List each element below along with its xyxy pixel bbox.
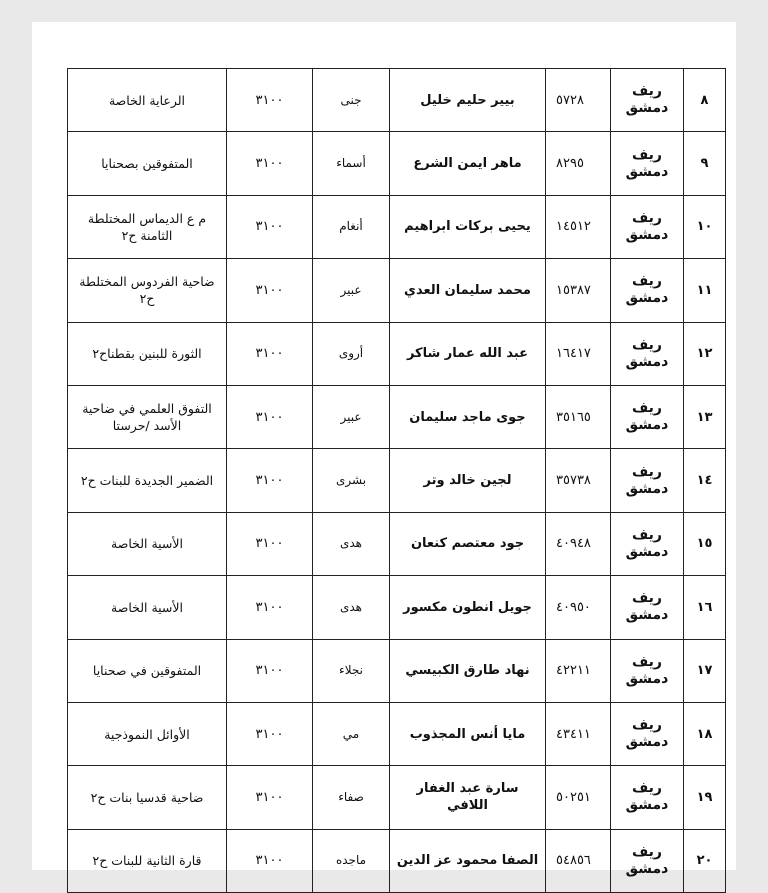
school-name-cell: التفوق العلمي في ضاحية الأسد /حرستا [68,385,227,448]
governorate-line-1: ريف [632,843,662,860]
row-number-cell: ١٣ [684,385,726,448]
governorate-cell [611,512,684,575]
teacher-name-cell: هدى [313,512,390,575]
school-name-cell: قارة الثانية للبنات ح٢ [68,829,227,892]
score-cell: ٣١٠٠ [227,576,313,639]
student-name-cell: نهاد طارق الكبيسي [390,639,546,702]
row-number-cell: ١٤ [684,449,726,512]
table-body [68,69,726,893]
governorate-cell [611,766,684,829]
row-number-cell: ٨ [684,69,726,132]
governorate-line-1: ريف [632,400,662,417]
score-cell: ٣١٠٠ [227,512,313,575]
table-row [68,829,726,892]
governorate-line-2: دمشق [625,860,669,877]
school-name-cell: م ع الديماس المختلطة الثامنة ح٢ [68,195,227,258]
table-row [68,449,726,512]
exam-code-cell: ١٦٤١٧ [546,322,611,385]
table-row [68,195,726,258]
governorate-line-2: دمشق [625,480,669,497]
governorate-line-1: ريف [632,463,662,480]
exam-code-cell: ١٥٣٨٧ [546,259,611,322]
governorate-line-1: ريف [632,717,662,734]
score-cell: ٣١٠٠ [227,829,313,892]
table-row [68,322,726,385]
governorate-line-2: دمشق [625,797,669,814]
row-number-cell: ١٥ [684,512,726,575]
row-number-cell: ١٨ [684,702,726,765]
governorate-line-1: ريف [632,209,662,226]
table-row [68,512,726,575]
table-row [68,259,726,322]
row-number-cell: ١٦ [684,576,726,639]
student-name-cell: ماهر ايمن الشرع [390,132,546,195]
school-name-cell: الأوائل النموذجية [68,702,227,765]
student-name-cell: سارة عبد الغفار اللافي [390,766,546,829]
row-number-cell: ١٠ [684,195,726,258]
student-name-cell: لجين خالد وتر [390,449,546,512]
table-row [68,639,726,702]
table-row [68,766,726,829]
results-table [67,68,726,893]
governorate-cell [611,702,684,765]
school-name-cell: الأسية الخاصة [68,512,227,575]
student-name-cell: يحيى بركات ابراهيم [390,195,546,258]
student-name-cell: بيير حليم خليل [390,69,546,132]
row-number-cell: ٢٠ [684,829,726,892]
governorate-line-2: دمشق [625,734,669,751]
governorate-cell [611,195,684,258]
governorate-line-2: دمشق [625,607,669,624]
student-name-cell: جود معتصم كنعان [390,512,546,575]
table-row [68,385,726,448]
governorate-line-2: دمشق [625,417,669,434]
exam-code-cell: ٥٤٨٥٦ [546,829,611,892]
exam-code-cell: ٤٣٤١١ [546,702,611,765]
teacher-name-cell: عبير [313,259,390,322]
score-cell: ٣١٠٠ [227,132,313,195]
exam-code-cell: ١٤٥١٢ [546,195,611,258]
document-page [32,22,736,877]
governorate-cell [611,829,684,892]
governorate-cell [611,385,684,448]
score-cell: ٣١٠٠ [227,449,313,512]
governorate-line-2: دمشق [625,353,669,370]
governorate-line-1: ريف [632,653,662,670]
governorate-line-2: دمشق [625,670,669,687]
teacher-name-cell: أنغام [313,195,390,258]
exam-code-cell: ٥٧٢٨ [546,69,611,132]
governorate-line-1: ريف [632,83,662,100]
student-name-cell: عبد الله عمار شاكر [390,322,546,385]
governorate-line-2: دمشق [625,163,669,180]
teacher-name-cell: جنى [313,69,390,132]
governorate-line-2: دمشق [625,226,669,243]
governorate-cell [611,322,684,385]
governorate-line-1: ريف [632,273,662,290]
table-row [68,69,726,132]
school-name-cell: الضمير الجديدة للبنات ح٢ [68,449,227,512]
governorate-line-1: ريف [632,526,662,543]
exam-code-cell: ٣٥٧٣٨ [546,449,611,512]
teacher-name-cell: أروى [313,322,390,385]
governorate-line-2: دمشق [625,290,669,307]
score-cell: ٣١٠٠ [227,702,313,765]
score-cell: ٣١٠٠ [227,639,313,702]
student-name-cell: جويل انطون مكسور [390,576,546,639]
teacher-name-cell: هدى [313,576,390,639]
exam-code-cell: ٤٠٩٤٨ [546,512,611,575]
student-name-cell: الصفا محمود عز الدين [390,829,546,892]
governorate-cell [611,639,684,702]
governorate-line-1: ريف [632,590,662,607]
exam-code-cell: ٣٥١٦٥ [546,385,611,448]
student-name-cell: محمد سليمان العدي [390,259,546,322]
row-number-cell: ١٢ [684,322,726,385]
governorate-cell [611,69,684,132]
school-name-cell: ضاحية الفردوس المختلطة ح٢ [68,259,227,322]
exam-code-cell: ٤٠٩٥٠ [546,576,611,639]
governorate-line-2: دمشق [625,100,669,117]
table-row [68,702,726,765]
governorate-cell [611,259,684,322]
teacher-name-cell: بشرى [313,449,390,512]
governorate-line-1: ريف [632,780,662,797]
school-name-cell: الثورة للبنين بقطناح٢ [68,322,227,385]
exam-code-cell: ٨٢٩٥ [546,132,611,195]
teacher-name-cell: نجلاء [313,639,390,702]
teacher-name-cell: عبير [313,385,390,448]
student-name-cell: جوى ماجد سليمان [390,385,546,448]
teacher-name-cell: صفاء [313,766,390,829]
school-name-cell: ضاحية قدسيا بنات ح٢ [68,766,227,829]
row-number-cell: ١٩ [684,766,726,829]
teacher-name-cell: أسماء [313,132,390,195]
governorate-cell [611,132,684,195]
teacher-name-cell: ماجده [313,829,390,892]
school-name-cell: الأسية الخاصة [68,576,227,639]
exam-code-cell: ٥٠٢٥١ [546,766,611,829]
school-name-cell: المتفوقين في صحنايا [68,639,227,702]
row-number-cell: ١٧ [684,639,726,702]
score-cell: ٣١٠٠ [227,385,313,448]
school-name-cell: الرعاية الخاصة [68,69,227,132]
governorate-cell [611,449,684,512]
row-number-cell: ٩ [684,132,726,195]
governorate-cell [611,576,684,639]
exam-code-cell: ٤٢٢١١ [546,639,611,702]
table-row [68,576,726,639]
score-cell: ٣١٠٠ [227,259,313,322]
score-cell: ٣١٠٠ [227,69,313,132]
score-cell: ٣١٠٠ [227,322,313,385]
student-name-cell: مايا أنس المجذوب [390,702,546,765]
row-number-cell: ١١ [684,259,726,322]
teacher-name-cell: مي [313,702,390,765]
school-name-cell: المتفوقين بصحنايا [68,132,227,195]
governorate-line-1: ريف [632,336,662,353]
table-row [68,132,726,195]
governorate-line-2: دمشق [625,543,669,560]
score-cell: ٣١٠٠ [227,766,313,829]
score-cell: ٣١٠٠ [227,195,313,258]
governorate-line-1: ريف [632,146,662,163]
